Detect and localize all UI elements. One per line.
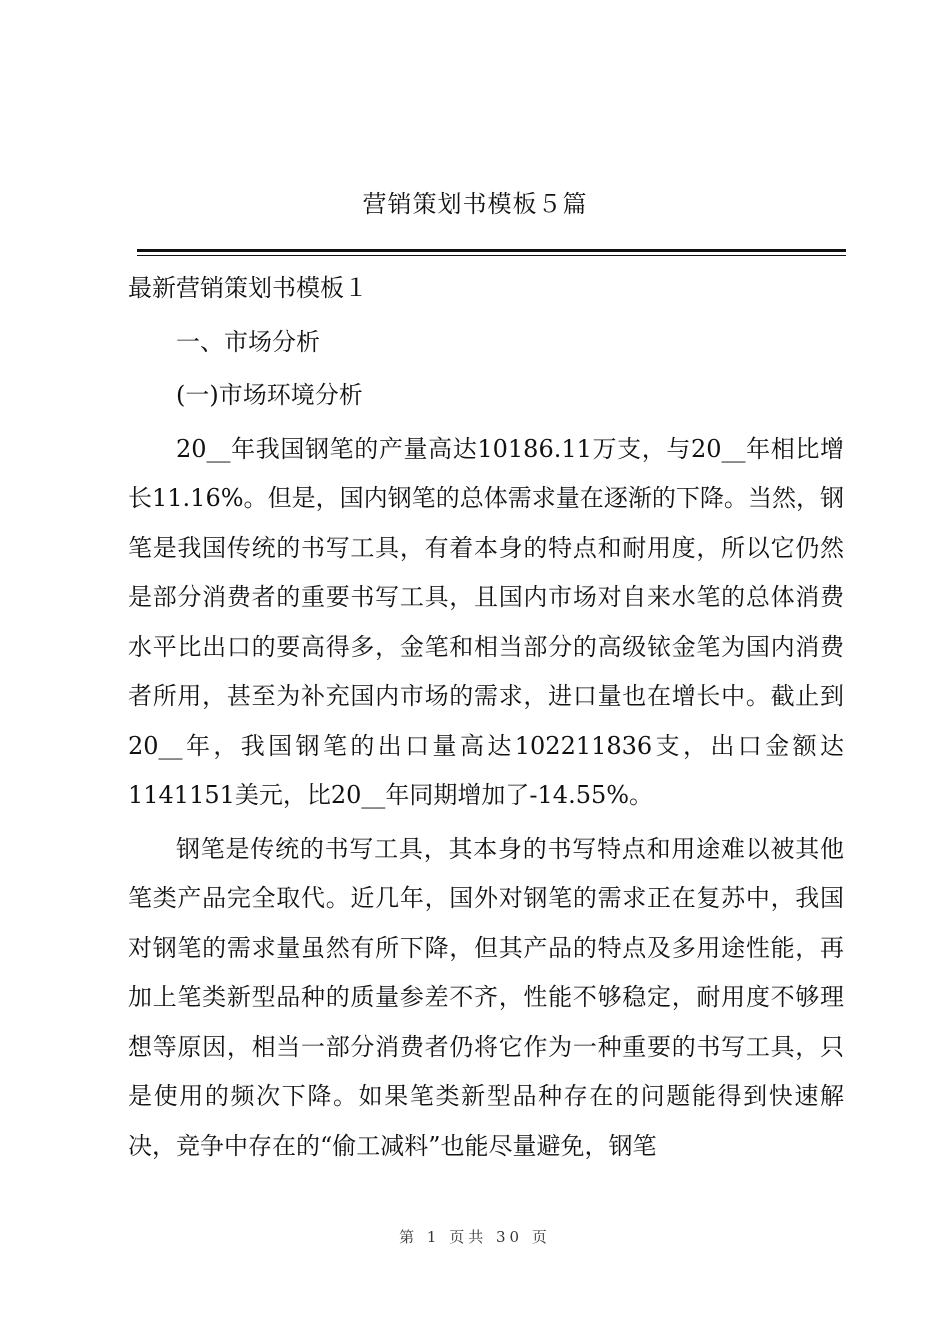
paragraph: 钢笔是传统的书写工具，其本身的书写特点和用途难以被其他笔类产品完全取代。近几年，国外对钢笔的需求正在复苏中，我国对钢笔的需求量虽然有所下降，但其产品的特点及多用途性能，再加上笔类新型品种的质量参差不齐，性能不够稳定，耐用度不够理想等原因，相当一部分消费者仍将它作为一种重要的书写工具，只是使用的频次下降。如果笔类新型品种存在的问题能得到快速解决，竞争中存在的“偷工减料”也能尽量避免，钢笔 xyxy=(128,834,844,1160)
paragraph: 20__年我国钢笔的产量高达10186.11万支，与20__年相比增长11.16%。但是，国内钢笔的总体需求量在逐渐的下降。当然，钢笔是我国传统的书写工具，有着本身的特点和耐用度，所以它仍然是部分消费者的重要书写工具，且国内市场对自来水笔的总体消费水平比出口的要高得多，金笔和相当部分的高级铱金笔为国内消费者所用，甚至为补充国内市场的需求，进口量也在增长中。截止到20__年，我国钢笔的出口量高达102211836支，出口金额达1141151美元，比20__年同期增加了-14.55%。 xyxy=(128,434,844,809)
document-body xyxy=(128,264,844,1175)
section-title: 最新营销策划书模板１ xyxy=(128,274,368,302)
document-title: 营销策划书模板５篇 xyxy=(362,190,588,218)
heading-market-environment: (一)市场环境分析 xyxy=(176,381,363,409)
heading-market-analysis: 一、市场分析 xyxy=(176,327,320,356)
title-rule-thin xyxy=(137,255,846,256)
page-number-footer: 第 1 页共 30 页 xyxy=(399,1228,551,1246)
title-rule-thick xyxy=(137,249,846,252)
